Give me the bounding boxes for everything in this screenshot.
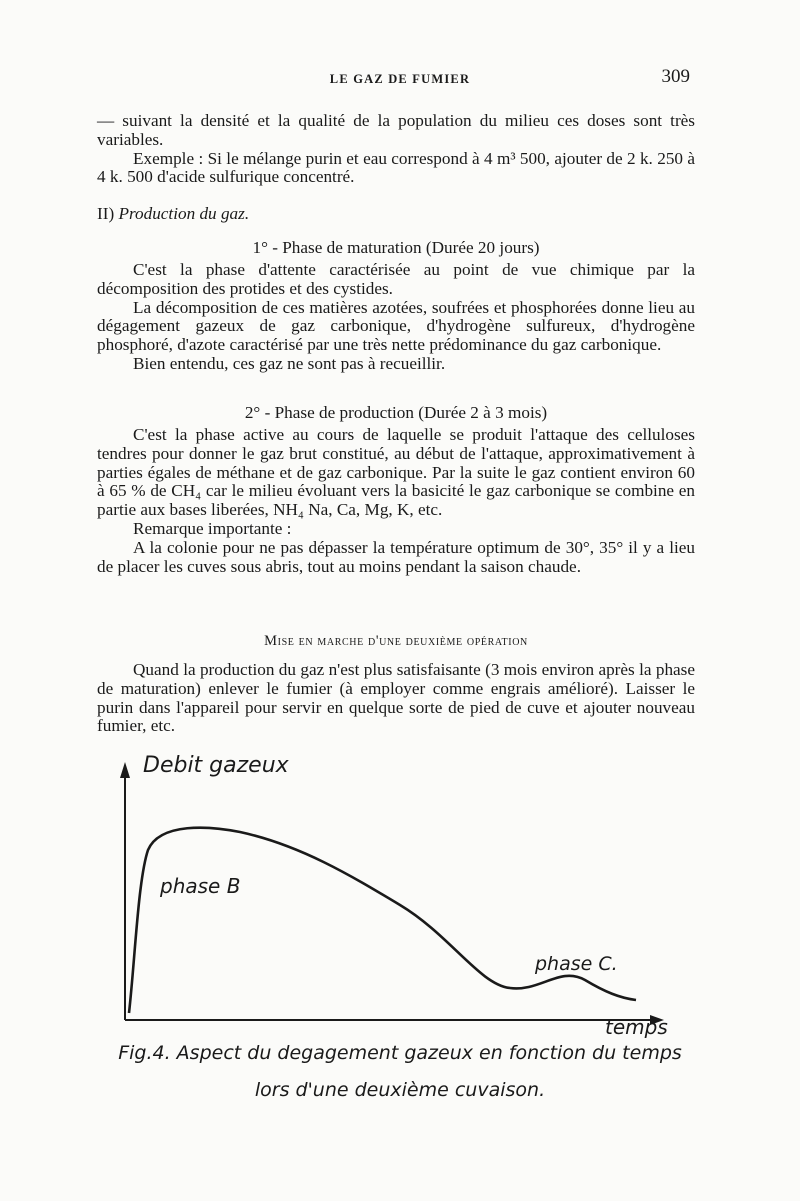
- phase-c-label: phase C.: [535, 953, 618, 975]
- figure-caption-line2: lors d'une deuxième cuvaison.: [254, 1079, 546, 1101]
- paragraph-p7: Remarque importante :: [133, 518, 292, 538]
- paragraph-p9: Quand la production du gaz n'est plus satisfaisante (3 mois environ après la phase de maturation) enlever le fumier (à employer comme engrais amélioré). Laisser le purin dans l'appareil pour servir en quelque sorte de pied de cuve et ajouter nouveau fumier, etc.: [97, 660, 695, 736]
- paragraph-p2: Exemple : Si le mélange purin et eau correspond à 4 m³ 500, ajouter de 2 k. 250 à 4 k. 500 d'acide sulfurique concentré.: [97, 148, 695, 187]
- phase1-heading: 1° - Phase de maturation (Durée 20 jours): [252, 238, 540, 257]
- section2-title: Mise en marche d'une deuxième opération: [264, 633, 528, 649]
- phase2-heading: 2° - Phase de production (Durée 2 à 3 mois): [244, 403, 548, 422]
- section-title: Production du gaz.: [118, 204, 250, 223]
- paragraph-p4: La décomposition de ces matières azotées, soufrées et phosphorées donne lieu au dégagement gazeux de gaz carbonique, d'hydrogène sulfureux, d'hydrogène phosphoré, d'azote caractérisé par une très nette prédominance du gaz carbonique.: [97, 297, 695, 355]
- page-number: 309: [661, 66, 690, 87]
- figure-xlabel: temps: [605, 1015, 668, 1039]
- section-number: II): [97, 204, 119, 223]
- paragraph-p5: Bien entendu, ces gaz ne sont pas à recueillir.: [133, 353, 446, 373]
- phase-b-label: phase B: [160, 874, 241, 898]
- paragraph-p6: C'est la phase active au cours de laquelle se produit l'attaque des celluloses tendres pour donner le gaz brut constitué, au début de l'attaque, approximativement à parties égales de méthane et de gaz carbonique. Par la suite le gaz contient environ 60 à 65 % de CH₄ car le milieu évoluant vers la basicité le gaz carbonique se combine en partie aux bases liberées, NH₄ Na, Ca, Mg, K, etc.: [97, 425, 695, 520]
- figure-ylabel: Debit gazeux: [143, 753, 289, 778]
- paragraph-p1: — suivant la densité et la qualité de la population du milieu ces doses sont très variables.: [97, 111, 695, 149]
- y-axis-arrow-icon: [120, 762, 130, 778]
- paragraph-p3: C'est la phase d'attente caractérisée au point de vue chimique par la décomposition des protides et des cystides.: [97, 260, 695, 298]
- figure-caption-line1: Fig.4. Aspect du degagement gazeux en fonction du temps: [118, 1042, 682, 1064]
- paragraph-p8: A la colonie pour ne pas dépasser la température optimum de 30°, 35° il y a lieu de placer les cuves sous abris, tout au moins pendant la saison chaude.: [97, 537, 695, 576]
- gas-flow-curve: [129, 828, 636, 1013]
- running-header: LE GAZ DE FUMIER: [329, 72, 471, 86]
